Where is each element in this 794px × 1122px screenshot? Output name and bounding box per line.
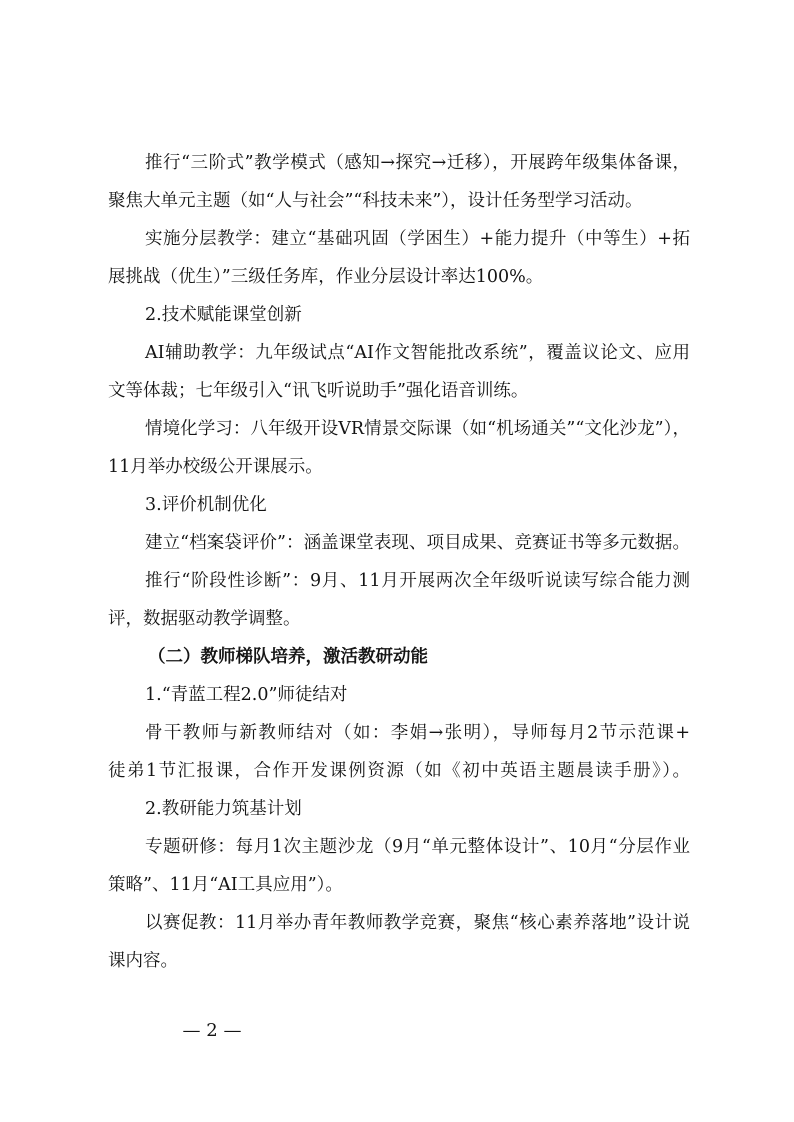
paragraph-line: 建立“档案袋评价”：涵盖课堂表现、项目成果、竞赛证书等多元数据。 xyxy=(145,533,690,553)
subsection-heading: 3.评价机制优化 xyxy=(145,495,267,515)
subsection-heading: 1.“青蓝工程2.0”师徒结对 xyxy=(145,685,348,705)
paragraph-line: 情境化学习：八年级开设VR情景交际课（如“机场通关”“文化沙龙”）， xyxy=(145,419,690,439)
paragraph-line: 以赛促教：11月举办青年教师教学竞赛，聚焦“核心素养落地”设计说 xyxy=(145,913,690,933)
subsection-heading: 2.技术赋能课堂创新 xyxy=(145,305,302,325)
page-number: — 2 — xyxy=(182,1020,242,1041)
paragraph-line: 骨干教师与新教师结对（如：李娟→张明），导师每月2节示范课+ xyxy=(145,723,690,743)
paragraph-line: 徒弟1节汇报课，合作开发课例资源（如《初中英语主题晨读手册》）。 xyxy=(108,761,690,781)
paragraph-line: 策略”、11月“AI工具应用”）。 xyxy=(108,875,343,895)
paragraph-line: AI辅助教学：九年级试点“AI作文智能批改系统”，覆盖议论文、应用 xyxy=(145,343,690,363)
body-text xyxy=(108,144,690,980)
subsection-heading: 2.教研能力筑基计划 xyxy=(145,799,302,819)
paragraph-line: 推行“三阶式”教学模式（感知→探究→迁移），开展跨年级集体备课， xyxy=(145,153,690,173)
paragraph-line: 11月举办校级公开课展示。 xyxy=(108,457,323,477)
section-heading: （二）教师梯队培养，激活教研动能 xyxy=(148,647,428,667)
paragraph-line: 推行“阶段性诊断”：9月、11月开展两次全年级听说读写综合能力测 xyxy=(145,571,690,591)
paragraph-line: 文等体裁；七年级引入“讯飞听说助手”强化语音训练。 xyxy=(108,381,529,401)
paragraph-line: 课内容。 xyxy=(108,951,178,971)
paragraph-line: 专题研修：每月1次主题沙龙（9月“单元整体设计”、10月“分层作业 xyxy=(145,837,690,857)
paragraph-line: 聚焦大单元主题（如“人与社会”“科技未来”），设计任务型学习活动。 xyxy=(108,191,643,211)
paragraph-line: 评，数据驱动教学调整。 xyxy=(108,609,301,629)
paragraph-line: 实施分层教学：建立“基础巩固（学困生）+能力提升（中等生）+拓 xyxy=(145,229,690,249)
paragraph-line: 展挑战（优生）”三级任务库，作业分层设计率达100%。 xyxy=(108,267,544,287)
